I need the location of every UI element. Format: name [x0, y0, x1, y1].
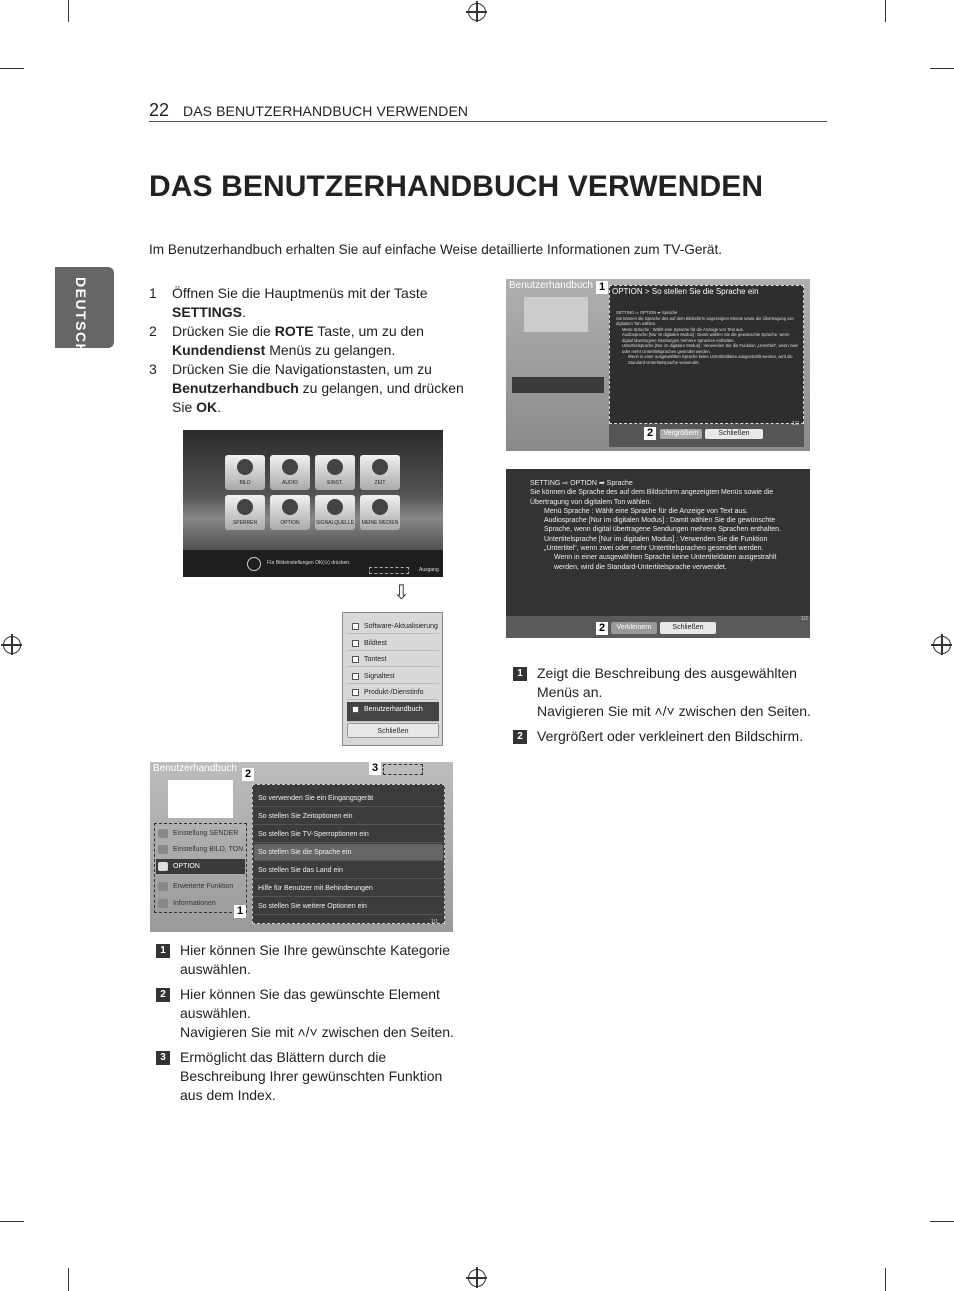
zoom-out-button[interactable]: Verkleinern [611, 622, 657, 634]
detail-body: Sie können die Sprache des auf dem Bildschirm angezeigten Menüs sowie die Übertragung von digitalem Ton wählen. [616, 315, 794, 326]
tile-icon [327, 499, 343, 515]
note-item [156, 941, 461, 979]
zoomed-detail-body [530, 479, 798, 572]
registration-mark-icon [468, 3, 486, 21]
running-title: DAS BENUTZERHANDBUCH VERWENDEN [183, 103, 469, 119]
support-menu-item[interactable] [347, 685, 439, 700]
category-label: Erweiterte Funktion [173, 883, 234, 890]
support-menu-item[interactable] [347, 636, 439, 651]
support-item-label: Bildtest [364, 639, 387, 647]
manual-title: Benutzerhandbuch [153, 763, 237, 774]
step-text: Drücken Sie die Navigationstasten, um zu [172, 361, 432, 377]
detail-title: Benutzerhandbuch [509, 280, 593, 291]
topic-item[interactable] [254, 826, 443, 843]
zoomed-body: Sie können die Sprache des auf dem Bildschirm angezeigten Menüs sowie die Übertragung von digitalem Ton wählen. [530, 489, 774, 506]
item-checkbox-icon [352, 656, 359, 663]
scroll-controls[interactable] [383, 764, 423, 775]
crop-mark [930, 1221, 954, 1222]
step-text: . [242, 304, 246, 320]
detail-screen-screenshot [506, 279, 810, 451]
page-indicator: 1/2 [792, 421, 799, 427]
selected-category-bar [512, 377, 604, 393]
language-side-tab [55, 267, 114, 356]
crop-mark [885, 1268, 886, 1291]
topic-item[interactable] [254, 862, 443, 879]
step-text: Öffnen Sie die Hauptmenüs mit der Taste [172, 285, 428, 301]
callout-badge-1: 1 [234, 905, 246, 918]
category-label: Einstellung BILD, TON [173, 846, 244, 853]
support-menu-item[interactable] [347, 652, 439, 667]
topic-label: So stellen Sie die Sprache ein [258, 849, 352, 856]
item-checkbox-icon [352, 706, 359, 713]
preview-thumbnail [524, 297, 588, 332]
note-text: Zeigt die Beschreibung des ausgewählten Menüs an. [537, 665, 797, 700]
note-text: Hier können Sie Ihre gewünschte Kategorie auswählen. [180, 942, 451, 977]
support-item-label: Produkt-/Dienstinfo [364, 689, 424, 696]
item-checkbox-icon [352, 689, 359, 696]
item-checkbox-icon [352, 623, 359, 630]
tv-menu-tile[interactable] [315, 495, 355, 530]
intro-text: Im Benutzerhandbuch erhalten Sie auf einfache Weise detaillierte Informationen zum TV-Gerät. [149, 242, 723, 257]
category-label: Einstellung SENDER [173, 830, 239, 837]
note-badge: 2 [156, 988, 170, 1002]
support-item-label: Signaltest [364, 672, 395, 680]
detail-bullet: Untertitelsprache [Nur im digitalen Modus] : Verwenden Sie die Funktion „Untertitel“, wenn zwei oder mehr Untertitelsprachen gesendet werden. [622, 343, 799, 354]
callout-badge-2: 2 [644, 427, 656, 440]
side-tab-label: DEUTSCH [73, 277, 89, 356]
step-keyword: ROTE [274, 323, 314, 339]
category-icon [158, 829, 168, 838]
zoomed-note: Wenn in einer ausgewählten Sprache keine Untertiteldaten ausgestrahlt werden, wird die Standard-Untertitelsprache verwendet. [554, 554, 777, 571]
callout-badge-3: 3 [369, 762, 381, 775]
note-badge: 1 [156, 944, 170, 958]
step-text: zu gelangen, und drücken Sie [172, 380, 464, 415]
crop-mark [68, 1268, 69, 1291]
note-text: Navigieren Sie mit ˄/˅ zwischen den Seiten. [180, 1024, 454, 1040]
topic-label: Hilfe für Benutzer mit Behinderungen [258, 885, 373, 892]
tile-label: AUDIO [282, 480, 298, 486]
topic-item[interactable] [254, 790, 443, 807]
page-indicator: 1/1 [431, 919, 438, 925]
tv-menu-tile[interactable] [270, 455, 310, 490]
category-icon [158, 845, 168, 854]
step-keyword: OK [196, 399, 218, 415]
callout-badge-2: 2 [242, 768, 254, 781]
right-notes [513, 664, 818, 752]
running-header [149, 100, 827, 122]
step-text: . [217, 399, 222, 415]
support-item-label: Tontest [364, 656, 387, 663]
note-text: Vergrößert oder verkleinert den Bildschirm. [537, 728, 804, 744]
note-badge: 3 [156, 1051, 170, 1065]
tile-icon [372, 499, 388, 515]
category-item[interactable] [156, 879, 245, 894]
topic-label: So stellen Sie weitere Optionen ein [258, 903, 367, 910]
crop-mark [68, 0, 69, 22]
support-menu-item[interactable] [347, 702, 439, 722]
support-close-button[interactable]: Schließen [347, 723, 439, 738]
support-menu-item[interactable] [347, 669, 439, 684]
step-number: 1 [149, 285, 157, 301]
tv-hint-text: Für Bildeinstellungen OK(⊙) drücken. [267, 560, 351, 566]
callout-badge-1: 1 [596, 281, 608, 294]
category-item[interactable] [156, 859, 245, 874]
step-text: Drücken Sie die [172, 323, 275, 339]
note-item [513, 664, 818, 721]
note-text: Hier können Sie das gewünschte Element auswählen. [180, 986, 440, 1021]
page-indicator: 1/2 [801, 616, 808, 622]
detail-bullet: Audiosprache [Nur im digitalen Modus] : Damit wählen Sie die gewünschte Sprache, wenn digital übertragene Sendungen mehrere Sprachen enthalten. [622, 332, 790, 343]
topic-item[interactable] [254, 808, 443, 825]
tv-menu-tile[interactable] [270, 495, 310, 530]
item-checkbox-icon [352, 673, 359, 680]
tv-menu-tile[interactable] [315, 455, 355, 490]
topic-item[interactable] [254, 844, 443, 861]
tile-label: BILD [239, 480, 251, 486]
support-item-label: Software-Aktualisierung [364, 623, 438, 630]
note-item [156, 1048, 461, 1105]
step-item [149, 360, 479, 417]
tv-exit-label: Ausgang [419, 567, 439, 573]
topic-label: So verwenden Sie ein Eingangsgerät [258, 795, 374, 802]
zoom-in-button[interactable]: Vergrößern [660, 429, 702, 439]
registration-mark-icon [3, 636, 21, 654]
zoomed-bullet: Audiosprache [Nur im digitalen Modus] : Damit wählen Sie die gewünschte Sprache, wenn digital übertragene Sendungen mehrere Sprachen enthalten. [544, 517, 781, 534]
tile-label: OPTION [280, 520, 300, 526]
step-keyword: Kundendienst [172, 342, 266, 358]
tile-icon [282, 459, 298, 475]
registration-mark-icon [933, 636, 951, 654]
close-button[interactable]: Schließen [705, 429, 763, 439]
topic-item[interactable] [254, 880, 443, 897]
red-button-highlight [369, 567, 409, 574]
detail-note: Wenn in einer ausgewählten Sprache keine Untertiteldaten ausgestrahlt werden, wird die Standard-Untertitelsprache verwendet. [628, 354, 793, 365]
close-button[interactable]: Schließen [660, 622, 716, 634]
tile-icon [327, 459, 343, 475]
category-label: OPTION [173, 863, 200, 870]
tile-icon [237, 459, 253, 475]
tile-label: EINST. [327, 480, 343, 486]
left-notes [156, 941, 461, 1111]
zoomed-path: SETTING ⇨ OPTION ➡ Sprache [530, 480, 633, 487]
topic-item[interactable] [254, 898, 443, 915]
callout-badge-2: 2 [596, 622, 608, 635]
note-item [156, 985, 461, 1042]
tv-menu-tile[interactable] [360, 455, 400, 490]
step-text: Taste, um zu den [313, 323, 424, 339]
step-number: 3 [149, 361, 157, 377]
crop-mark [0, 68, 24, 69]
category-icon [158, 882, 168, 891]
tile-label: SPERREN [232, 520, 258, 526]
tv-menu-tile[interactable] [225, 455, 265, 490]
tv-main-menu-screenshot [183, 430, 443, 577]
tile-label: MEINE MEDIEN [361, 520, 399, 526]
note-text: Ermöglicht das Blättern durch die Beschreibung Ihrer gewünschten Funktion aus dem Index. [180, 1049, 443, 1103]
support-item-label: Benutzerhandbuch [364, 705, 423, 713]
manual-screen-screenshot [150, 762, 453, 932]
category-icon [158, 862, 168, 871]
tile-label: ZEIT [374, 480, 386, 486]
page-title: DAS BENUTZERHANDBUCH VERWENDEN [149, 170, 764, 203]
step-keyword: Benutzerhandbuch [172, 380, 299, 396]
tile-icon [372, 459, 388, 475]
steps-list [149, 284, 479, 417]
zoomed-detail-screenshot [506, 469, 810, 638]
topic-label: So stellen Sie Zeitoptionen ein [258, 813, 353, 820]
category-label: Informationen [173, 900, 216, 907]
support-menu-screenshot [342, 612, 443, 746]
tile-icon [282, 499, 298, 515]
crop-mark [930, 68, 954, 69]
step-item [149, 284, 479, 322]
preview-thumbnail [168, 780, 233, 818]
note-text: Navigieren Sie mit ˄/˅ zwischen den Seiten. [537, 703, 811, 719]
item-checkbox-icon [352, 640, 359, 647]
tv-menu-tile[interactable] [225, 495, 265, 530]
crop-mark [0, 1221, 24, 1222]
note-item [513, 727, 818, 746]
topic-label: So stellen Sie TV-Sperroptionen ein [258, 831, 369, 838]
note-badge: 2 [513, 730, 527, 744]
tile-icon [237, 499, 253, 515]
step-number: 2 [149, 323, 157, 339]
detail-bullet: Menü Sprache : Wählt eine Sprache für die Anzeige von Text aus. [622, 326, 744, 332]
registration-mark-icon [468, 1269, 486, 1287]
crop-mark [885, 0, 886, 22]
step-item [149, 322, 479, 360]
support-menu-item[interactable] [347, 619, 439, 634]
step-keyword: SETTINGS [172, 304, 243, 320]
note-badge: 1 [513, 667, 527, 681]
ok-button-icon [247, 557, 261, 571]
category-icon [158, 899, 168, 908]
detail-body-small [616, 310, 800, 365]
down-arrow-icon: ⇩ [393, 582, 410, 604]
detail-heading: OPTION > So stellen Sie die Sprache ein [612, 287, 759, 296]
detail-path: SETTING ⇨ OPTION ➡ Sprache [616, 310, 678, 315]
page-number: 22 [149, 100, 170, 120]
step-text: Menüs zu gelangen. [265, 342, 396, 358]
category-item[interactable] [156, 842, 245, 857]
category-item[interactable] [156, 826, 245, 841]
tv-menu-tile[interactable] [360, 495, 400, 530]
topic-label: So stellen Sie das Land ein [258, 867, 343, 874]
category-item[interactable] [156, 896, 245, 911]
tile-label: SIGNALQUELLE [315, 520, 355, 526]
zoomed-bullet: Menü Sprache : Wählt eine Sprache für die Anzeige von Text aus. [544, 507, 748, 515]
zoomed-bullet: Untertitelsprache [Nur im digitalen Modus] : Verwenden Sie die Funktion „Untertitel“, wenn zwei oder mehr Untertitelsprachen gesendet werden. [544, 535, 768, 553]
